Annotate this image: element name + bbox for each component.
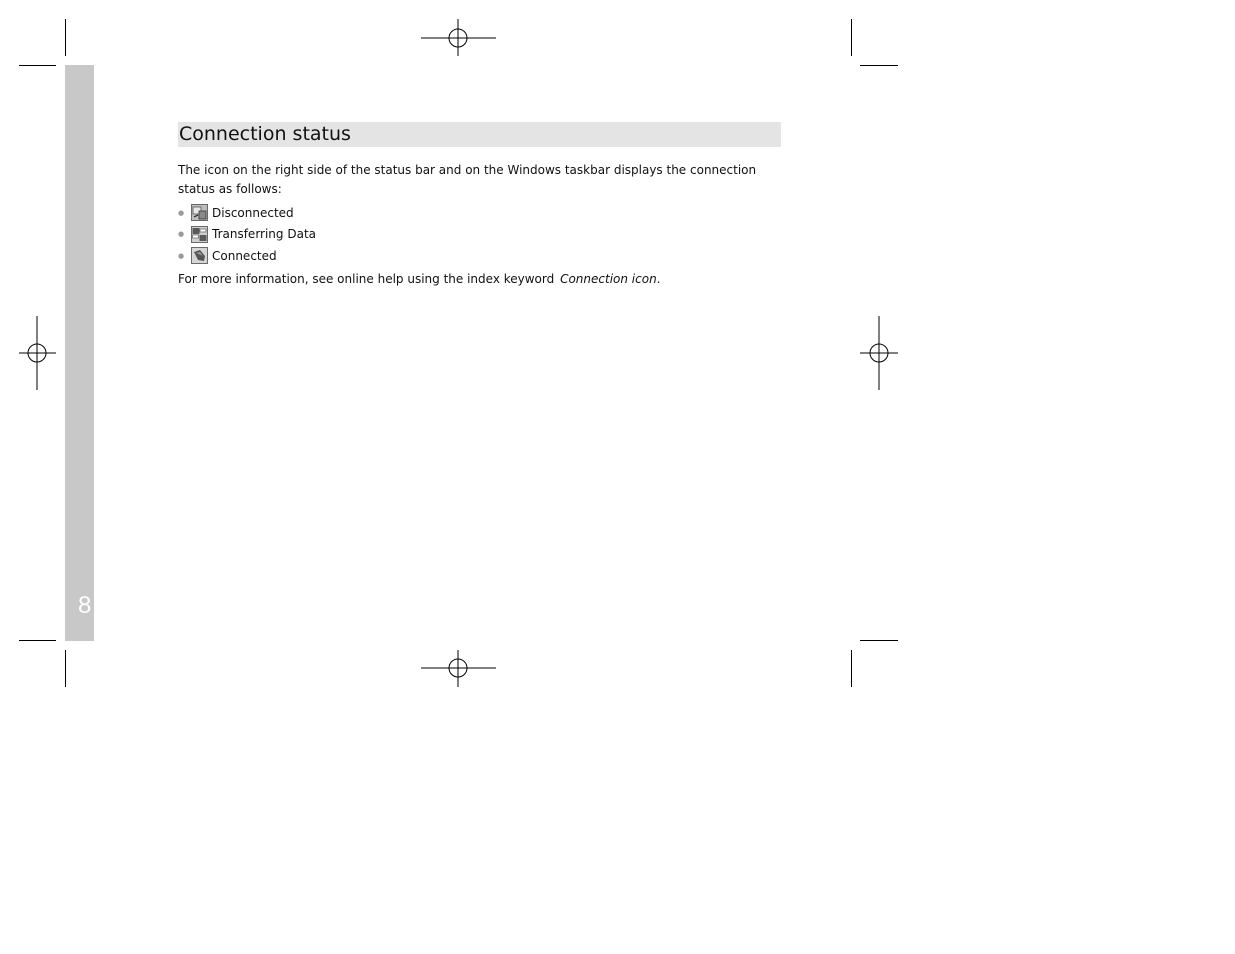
status-item-connected — [178, 245, 781, 267]
status-item-transferring-data — [178, 224, 781, 246]
section-title: Connection status — [179, 123, 351, 145]
more-info-paragraph — [178, 270, 781, 289]
more-info-text: For more information, see online help using the index keyword — [178, 271, 555, 286]
status-label: Connected — [212, 248, 277, 263]
status-label: Transferring Data — [212, 227, 316, 242]
transferring-data-icon — [191, 226, 208, 243]
intro-paragraph: The icon on the right side of the status bar and on the Windows taskbar displays the connection status as follows: — [178, 163, 757, 196]
connected-icon — [191, 247, 208, 264]
connection-status-section — [178, 122, 781, 289]
bullet-icon: ● — [178, 251, 185, 260]
section-heading-band — [178, 122, 781, 147]
bullet-icon: ● — [178, 208, 185, 217]
more-info-suffix: . — [656, 271, 661, 286]
disconnected-icon — [191, 204, 208, 221]
page-number: 8 — [78, 592, 92, 619]
status-list — [178, 202, 781, 267]
status-label: Disconnected — [212, 205, 294, 220]
status-item-disconnected — [178, 202, 781, 224]
index-keyword: Connection icon — [560, 271, 657, 286]
bullet-icon: ● — [178, 230, 185, 239]
